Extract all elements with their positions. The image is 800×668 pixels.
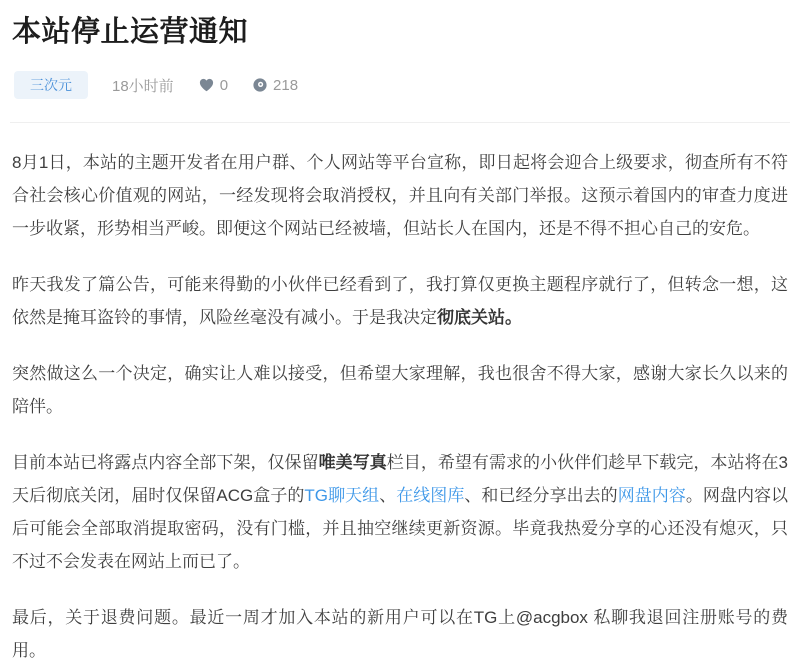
text-run: 最后，关于退费问题。最近一周才加入本站的新用户可以在TG上@acgbox 私聊我退回注册账号的费用。 <box>12 608 788 660</box>
text-run: 突然做这么一个决定，确实让人难以接受，但希望大家理解，我也很舍不得大家，感谢大家长久以来的陪伴。 <box>12 364 788 416</box>
content-link[interactable]: 在线图库 <box>396 486 465 505</box>
header-divider <box>10 122 790 123</box>
text-run: 栏目，希望有需求的小伙伴们趁早下载完，本站将在3天后彻底关闭，届时仅保留ACG盒子的 <box>12 453 789 505</box>
text-run: 昨天我发了篇公告，可能来得勤的小伙伴已经看到了，我打算仅更换主题程序就行了，但转念一想，这依然是掩耳盗铃的事情，风险丝毫没有减小。于是我决定 <box>12 275 788 327</box>
post-title: 本站停止运营通知 <box>12 16 249 48</box>
text-run: 、和已经分享出去的 <box>464 486 618 505</box>
text-run: 。网盘内容以后可能会全部取消提取密码，没有门槛，并且抽空继续更新资源。毕竟我热爱分享的心还没有熄灭，只不过不会发表在网站上而已了。 <box>12 486 789 571</box>
content-link[interactable]: TG聊天组 <box>304 486 380 505</box>
paragraph <box>12 446 788 578</box>
likes-count: 0 <box>219 76 229 94</box>
text-run: 8月1日，本站的主题开发者在用户群、个人网站等平台宣称，即日起将会迎合上级要求，彻查所有不符合社会核心价值观的网站，一经发现将会取消授权，并且向有关部门举报。这预示着国内的审查力度进一步收紧，形势相当严峻。即便这个网站已经被墙，但站长人在国内，还是不得不担心自己的安危。 <box>12 153 788 238</box>
views-stat <box>252 77 298 94</box>
paragraph <box>12 357 788 423</box>
bold-text: 彻底关站。 <box>437 308 522 327</box>
eye-icon <box>252 77 268 93</box>
bold-text: 唯美写真 <box>318 453 387 472</box>
paragraph <box>12 146 788 245</box>
post-content <box>10 146 790 667</box>
post-time: 18小时前 <box>112 77 174 95</box>
paragraph <box>12 601 788 667</box>
post-meta <box>10 71 790 99</box>
likes-stat[interactable] <box>198 77 228 94</box>
views-count: 218 <box>273 76 299 94</box>
content-link[interactable]: 网盘内容 <box>617 486 686 505</box>
paragraph <box>12 268 788 334</box>
text-run: 目前本站已将露点内容全部下架，仅保留 <box>12 453 319 472</box>
category-badge[interactable]: 三次元 <box>14 71 88 99</box>
text-run: 、 <box>379 486 397 505</box>
heart-icon <box>198 77 215 93</box>
